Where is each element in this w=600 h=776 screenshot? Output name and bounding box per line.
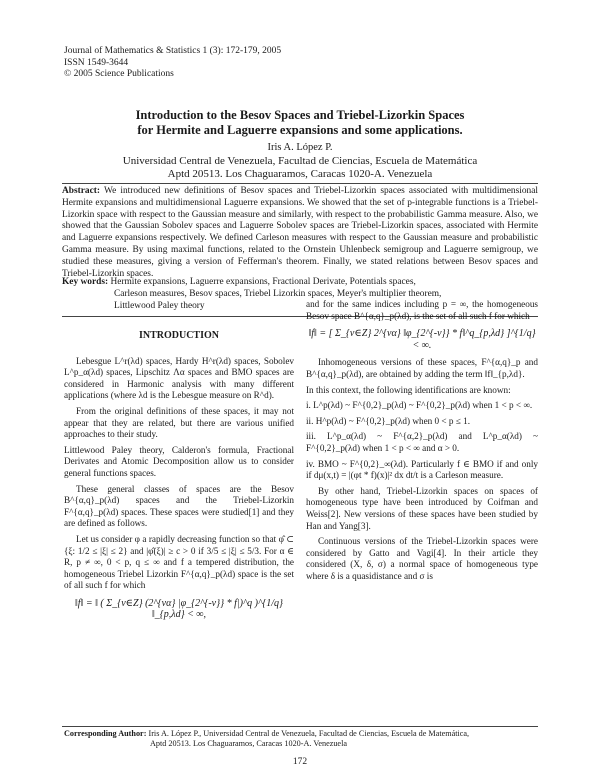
triebel-formula: ‖f‖ = ‖ ( Σ_{v∈Z} (2^{vα} |φ_{2^{-v}} * f|)^q )^{1/q} ‖_{p,λd} < ∞, bbox=[74, 597, 284, 621]
title-line-1: Introduction to the Besov Spaces and Triebel-Lizorkin Spaces bbox=[135, 108, 465, 122]
footer-line-2: Aptd 20513. Los Chaguaramos, Caracas 1020-A. Venezuela bbox=[150, 739, 347, 748]
identification-iii: iii. L^p_α(λd) ~ F^{α,2}_p(λd) and L^p_α(λd) ~ F^{0,2}_p(λd) when 1 < p < ∞ and α > 0. bbox=[306, 431, 538, 453]
abstract-top-rule bbox=[62, 183, 538, 184]
page-number: 172 bbox=[292, 757, 308, 767]
journal-issn: ISSN 1549-3644 bbox=[64, 57, 129, 68]
intro-paragraph-5: Let us consider φ a rapidly decreasing function so that φ̂ ⊂ {ξ: 1/2 ≤ |ξ| ≤ 2} and |φ̂(ξ)| ≥ c > 0 if 3/5 ≤ |ξ| ≤ 5/3. For α ∈ R, p ≠ ∞, 0 < p, q ≤ ∞ and f a tempered distribution, the homogeneous Triebel Lizorkin F^{α,q}_p(λd) space is the set of all such f for which bbox=[64, 533, 294, 591]
intro-paragraph-3: Littlewood Paley theory, Calderon's formula, Fractional Derivates and Atomic Decomposition allow us to consider general functions spaces. bbox=[64, 444, 294, 478]
right-paragraph-5: Continuous versions of the Triebel-Lizorkin spaces were considered by Gatto and Vagi[4]. In their article they considered (X, δ, σ) a normal space of homogeneous type where δ is a quasidistance and σ is bbox=[306, 536, 538, 581]
right-column bbox=[306, 299, 538, 586]
intro-paragraph-1: Lebesgue L^r(λd) spaces, Hardy H^r(λd) spaces, Sobolev L^p_α(λd) spaces, Lipschitz Λα spaces and BMO spaces are considered in Harmonic analysis with many different applications (where λd is the Lebesgue measure on R^d). bbox=[64, 355, 294, 401]
abstract bbox=[62, 186, 538, 280]
author-name: Iris A. López P. bbox=[267, 142, 333, 153]
journal-citation: Journal of Mathematics & Statistics 1 (3): 172-179, 2005 bbox=[64, 46, 282, 56]
identification-ii: ii. H^p(λd) ~ F^{0,2}_p(λd) when 0 < p ≤ 1. bbox=[306, 415, 471, 426]
title-line-2: for Hermite and Laguerre expansions and some applications. bbox=[137, 123, 463, 137]
right-paragraph-2: Inhomogeneous versions of these spaces, F^{α,q}_p and B^{α,q}_p(λd), are obtained by adding the term ‖f‖_{p,λd}. bbox=[306, 357, 538, 379]
keywords-line-3: Littlewood Paley theory bbox=[114, 300, 205, 311]
identification-i: i. L^p(λd) ~ F^{0,2}_p(λd) ~ F^{0,2}_p(λd) when 1 < p < ∞. bbox=[306, 400, 533, 411]
intro-paragraph-2: From the original definitions of these spaces, it may not appear that they are related, but there are various unified approaches to their study. bbox=[64, 405, 294, 440]
affiliation-line-1: Universidad Central de Venezuela, Facultad de Ciencias, Escuela de Matemática bbox=[122, 155, 478, 167]
footer-rule bbox=[62, 726, 538, 727]
abstract-label: Abstract: bbox=[62, 186, 101, 196]
keywords-label: Key words: bbox=[62, 277, 109, 287]
journal-copyright: © 2005 Science Publications bbox=[64, 69, 174, 79]
keywords-line-1: Hermite expansions, Laguerre expansions, Fractional Derivate, Potentials spaces, bbox=[110, 277, 416, 287]
right-paragraph-1: and for the same indices including p = ∞, the homogeneous Besov space B^{α,q}_p(λd), is the set of all such f for which bbox=[306, 299, 538, 321]
intro-paragraph-4: These general classes of spaces are the Besov B^{α,q}_p(λd) spaces and the Triebel-Lizorkin F^{α,q}_p(λd) spaces. These spaces were studied[1] and they are defined as follows. bbox=[64, 483, 294, 529]
identification-iv: iv. BMO ~ F^{0,2}_∞(λd). Particularly f ∈ BMO if and only if dμ(x,t) = |(φt * f)(x)|² dx dt/t is a Carleson measure. bbox=[306, 458, 538, 481]
footer-line-1: Iris A. López P., Universidad Central de Venezuela, Facultad de Ciencias, Escuela de Matemática, bbox=[148, 729, 470, 738]
affiliation-line-2: Aptd 20513. Los Chaguaramos, Caracas 1020-A. Venezuela bbox=[167, 168, 433, 180]
journal-header bbox=[64, 46, 364, 81]
besov-formula: ‖f‖ = [ Σ_{v∈Z} 2^{vα} ‖φ_{2^{-v}} * f‖^q_{p,λd} ]^{1/q} < ∞. bbox=[308, 328, 536, 351]
left-column bbox=[64, 330, 294, 627]
paper-title bbox=[60, 108, 540, 138]
keywords-line-2: Carleson measures, Besov spaces, Triebel Lizorkin spaces, Meyer's multiplier theorem, bbox=[114, 288, 442, 299]
footer-label: Corresponding Author: bbox=[64, 729, 147, 738]
right-paragraph-4: By other hand, Triebel-Lizorkin spaces on spaces of homogeneous type have been introduced by Coifman and Weiss[2]. New versions of these spaces have been studied by Han and Yang[3]. bbox=[306, 485, 538, 531]
abstract-text: We introduced new definitions of Besov spaces and Triebel-Lizorkin spaces associated with multidimensional Hermite expansions and multidimensional Laguerre expansions. We showed that the set of p-integrable functions is a Triebel-Lizorkin space with respect to the Gaussian measure and similarly, with respect to the probabilistic Gamma measure. Also, we showed that the Gaussian Sobolev spaces and Laguerre Sobolev spaces are Triebel-Lizorkin spaces, associated with Hermite and Laguerre expansions respectively. We defined Carleson measures with respect to the Gaussian measure and probabilistic Gamma measure. By using maximal functions, related to the Ornstein Uhlenbeck semigroup and Laguerre semigroup, we studied these measures, giving a version of Fefferman's theorem. Finally, we stated relations between Besov spaces and Triebel-Lizorkin spaces. bbox=[62, 186, 538, 279]
affiliation bbox=[60, 155, 540, 181]
right-paragraph-3: In this context, the following identifications are known: bbox=[306, 384, 511, 395]
section-heading: INTRODUCTION bbox=[138, 330, 219, 341]
corresponding-author bbox=[64, 729, 540, 749]
